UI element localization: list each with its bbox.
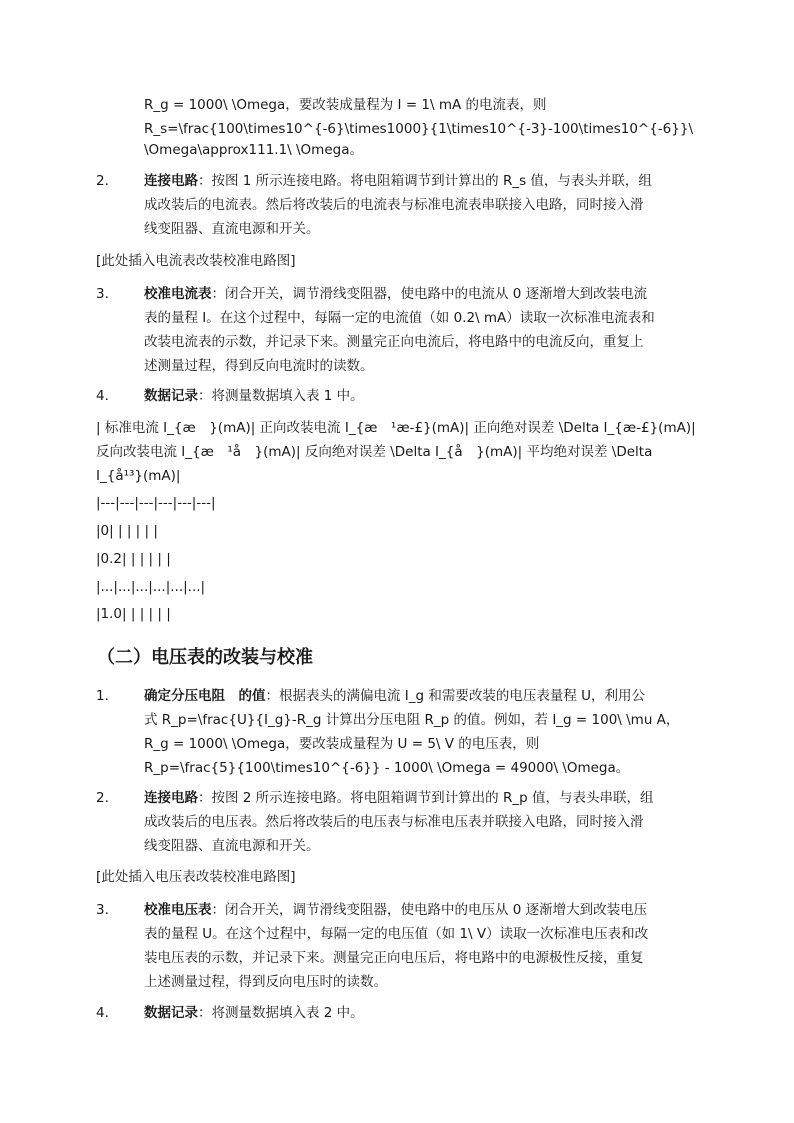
list-item-data-record-voltage: [144, 1003, 364, 1023]
table-row: |---|---|---|---|---|---|: [96, 495, 216, 511]
list-number: 1.: [96, 688, 109, 704]
item-text: ：按图 1 所示连接电路。将电阻箱调节到计算出的 R_s 值，与表头并联，组: [198, 173, 652, 189]
formula-line: R_s=\frac{100\times10^{-6}\times1000}{1\times10^{-3}-100\times10^{-6}}\: [144, 121, 693, 137]
table-header-line: I_{å¹³}(mA)|: [96, 468, 181, 484]
table-row: |1.0| | | | | |: [96, 606, 171, 622]
item-text: R_g = 1000\ \Omega，要改装成量程为 U = 5\ V 的电压表，则: [144, 736, 540, 752]
table-header-line: | 标准电流 I_{æ }(mA)| 正向改装电流 I_{æ ¹æ-£}(mA)| 正向绝对误差 \Delta I_{æ-£}(mA)|: [96, 420, 696, 436]
table-row: |0| | | | | |: [96, 523, 158, 539]
item-text: 表的量程 U。在这个过程中，每隔一定的电压值（如 1\ V）读取一次标准电压表和改: [144, 926, 649, 942]
item-text: 线变阻器、直流电源和开关。: [144, 221, 320, 237]
item-text: ：将测量数据填入表 2 中。: [198, 1005, 364, 1021]
list-item-calibrate-ammeter: [144, 282, 704, 378]
list-number: 3.: [96, 902, 109, 918]
item-title: 数据记录: [144, 1005, 198, 1021]
list-item-connect-circuit-voltage: [144, 786, 704, 858]
table-row: |0.2| | | | | |: [96, 551, 171, 567]
list-number: 2.: [96, 790, 109, 806]
item-text: 改装电流表的示数，并记录下来。测量完正向电流后，将电路中的电流反向，重复上: [144, 334, 644, 350]
section-heading: （二）电压表的改装与校准: [97, 647, 313, 668]
item-text: 述测量过程，得到反向电流时的读数。: [144, 358, 374, 374]
item-text: ：根据表头的满偏电流 I_g 和需要改装的电压表量程 U，利用公: [265, 688, 646, 704]
item-text: 表的量程 I。在这个过程中，每隔一定的电流值（如 0.2\ mA）读取一次标准电流表和: [144, 310, 655, 326]
table-row: |...|...|...|...|...|...|: [96, 579, 206, 595]
list-number: 4.: [96, 1005, 109, 1021]
list-number: 4.: [96, 388, 109, 404]
formula-line: R_g = 1000\ \Omega，要改装成量程为 I = 1\ mA 的电流表，则: [144, 97, 547, 113]
list-item-calibrate-voltmeter: [144, 898, 704, 994]
figure-placeholder: [此处插入电流表改装校准电路图]: [96, 253, 296, 269]
formula-line: \Omega\approx111.1\ \Omega。: [144, 142, 363, 158]
list-item-determine-resistor: [144, 684, 704, 780]
figure-placeholder: [此处插入电压表改装校准电路图]: [96, 869, 296, 885]
item-text: ：按图 2 所示连接电路。将电阻箱调节到计算出的 R_p 值，与表头串联，组: [198, 790, 654, 806]
list-number: 3.: [96, 286, 109, 302]
item-title: 连接电路: [144, 790, 198, 806]
item-title: 确定分压电阻 的值: [144, 688, 266, 704]
item-text: 上述测量过程，得到反向电压时的读数。: [144, 974, 387, 990]
item-title: 校准电压表: [144, 902, 212, 918]
item-title: 校准电流表: [144, 286, 212, 302]
item-title: 数据记录: [144, 388, 198, 404]
item-text: 式 R_p=\frac{U}{I_g}-R_g 计算出分压电阻 R_p 的值。例如，若 I_g = 100\ \mu A，: [144, 712, 680, 728]
item-text: ：闭合开关，调节滑线变阻器，使电路中的电压从 0 逐渐增大到改装电压: [211, 902, 648, 918]
item-text: R_p=\frac{5}{100\times10^{-6}} - 1000\ \Omega = 49000\ \Omega。: [144, 760, 630, 776]
item-title: 连接电路: [144, 173, 198, 189]
list-item-data-record: [144, 386, 364, 406]
list-number: 2.: [96, 173, 109, 189]
table-header-line: 反向改装电流 I_{æ ¹å }(mA)| 反向绝对误差 \Delta I_{å }(mA)| 平均绝对误差 \Delta: [96, 444, 653, 460]
list-item-connect-circuit: [144, 169, 704, 241]
item-text: 装电压表的示数，并记录下来。测量完正向电压后，将电路中的电源极性反接，重复: [144, 950, 644, 966]
item-text: 成改装后的电压表。然后将改装后的电压表与标准电压表并联接入电路，同时接入滑: [144, 814, 644, 830]
item-text: 线变阻器、直流电源和开关。: [144, 838, 320, 854]
item-text: ：闭合开关，调节滑线变阻器，使电路中的电流从 0 逐渐增大到改装电流: [211, 286, 648, 302]
item-text: 成改装后的电流表。然后将改装后的电流表与标准电流表串联接入电路，同时接入滑: [144, 197, 644, 213]
item-text: ：将测量数据填入表 1 中。: [198, 388, 364, 404]
